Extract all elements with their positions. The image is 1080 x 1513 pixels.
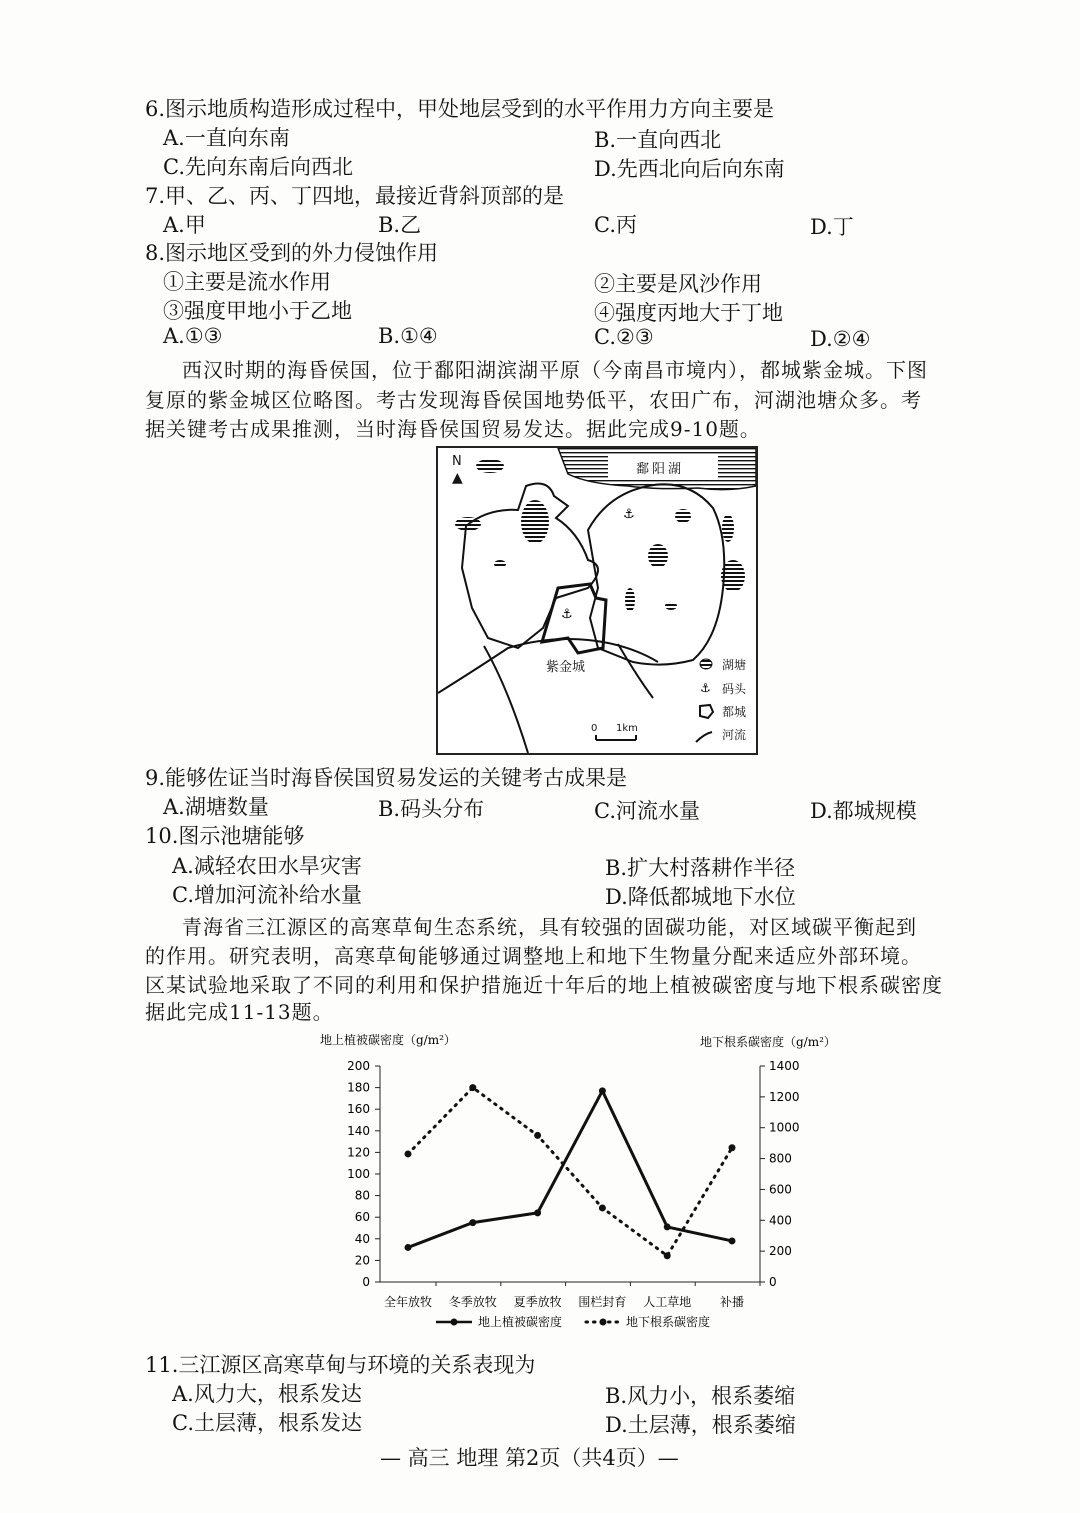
q11-option-c: C.土层薄，根系发达 <box>172 1411 362 1435</box>
q10-option-a: A.减轻农田水旱灾害 <box>172 854 362 878</box>
north-arrow-label: N <box>452 454 462 469</box>
q8-statement-2: ②主要是风沙作用 <box>594 272 762 296</box>
q11-option-d: D.土层薄，根系萎缩 <box>605 1413 796 1437</box>
series-2-point <box>599 1204 606 1211</box>
legend-label-1: 地上植被碳密度 <box>478 1315 563 1329</box>
zijin-city-location-map <box>436 446 758 755</box>
q6-option-b: B.一直向西北 <box>594 128 722 152</box>
lake-label: 鄱阳湖 <box>636 462 685 477</box>
carbon-density-chart <box>300 1024 880 1344</box>
pond-shape <box>625 588 635 612</box>
q8-option-c: C.②③ <box>594 325 654 349</box>
x-category-label: 全年放牧 <box>383 1295 433 1309</box>
q11-option-b: B.风力小，根系萎缩 <box>605 1384 796 1408</box>
legend-dock-label: 码头 <box>722 682 747 696</box>
left-tick-label: 40 <box>354 1231 370 1246</box>
legend-capital-icon <box>700 705 713 718</box>
x-category-label: 冬季放牧 <box>448 1295 497 1309</box>
right-tick-label: 1200 <box>769 1089 800 1104</box>
q9-option-c: C.河流水量 <box>594 799 700 823</box>
q6-option-a: A.一直向东南 <box>163 126 290 150</box>
x-category-label: 补播 <box>719 1295 745 1309</box>
q9-option-d: D.都城规模 <box>810 799 917 823</box>
legend-label-2: 地下根系碳密度 <box>626 1315 711 1329</box>
city-label: 紫金城 <box>546 660 586 675</box>
series-line-1 <box>408 1091 732 1248</box>
series-2-point <box>405 1150 412 1157</box>
pond-shape <box>675 509 691 523</box>
q7-stem: 7.甲、乙、丙、丁四地，最接近背斜顶部的是 <box>145 184 565 208</box>
legend-solid-marker <box>451 1319 458 1326</box>
q8-option-a: A.①③ <box>163 324 223 348</box>
q7-option-a: A.甲 <box>163 213 206 237</box>
series-1-point <box>599 1087 606 1094</box>
pond-shape <box>665 602 677 610</box>
left-tick-label: 200 <box>347 1059 370 1073</box>
pond-shape <box>722 514 734 542</box>
page-footer: — 高三 地理 第2页（共4页）— <box>380 1446 679 1470</box>
left-axis-title: 地上植被碳密度（g/m²） <box>320 1033 456 1047</box>
passage1-line1: 西汉时期的海昏侯国，位于鄱阳湖滨湖平原（今南昌市境内），都城紫金城。下图 <box>182 358 928 382</box>
pond-shape <box>721 560 745 592</box>
passage2-line2: 的作用。研究表明，高寒草甸能够通过调整地上和地下生物量分配来适应外部环境。 <box>145 944 922 968</box>
q10-stem: 10.图示池塘能够 <box>145 824 305 848</box>
left-tick-label: 0 <box>362 1275 370 1289</box>
q8-option-b: B.①④ <box>378 324 438 348</box>
q7-option-d: D.丁 <box>810 215 854 239</box>
east-land-outline <box>588 484 724 664</box>
left-tick-label: 120 <box>347 1145 370 1160</box>
right-tick-label: 1400 <box>769 1059 800 1073</box>
series-2-point <box>664 1252 671 1259</box>
right-tick-label: 600 <box>769 1182 792 1197</box>
left-tick-label: 20 <box>354 1253 370 1268</box>
dock-anchor-icon: ⚓ <box>561 607 573 622</box>
legend-river-label: 河流 <box>722 728 747 742</box>
map-drawing <box>438 448 756 753</box>
passage1-line2: 复原的紫金城区位略图。考古发现海昏侯国地势低平，农田广布，河湖池塘众多。考 <box>145 388 922 412</box>
q7-option-c: C.丙 <box>594 213 637 237</box>
pond-shape <box>455 517 481 531</box>
right-tick-label: 0 <box>769 1275 777 1289</box>
series-1-point <box>469 1219 476 1226</box>
legend-dotted-marker <box>600 1319 607 1326</box>
series-1-point <box>664 1223 671 1230</box>
q9-stem: 9.能够佐证当时海昏侯国贸易发运的关键考古成果是 <box>145 766 628 790</box>
x-category-label: 围栏封育 <box>578 1295 627 1309</box>
series-1-point <box>405 1244 412 1251</box>
series-2-point <box>469 1084 476 1091</box>
pond-shape <box>494 560 506 568</box>
series-2-point <box>729 1144 736 1151</box>
q8-option-d: D.②④ <box>810 327 871 351</box>
scale-zero: 0 <box>591 723 598 734</box>
right-axis-title: 地下根系碳密度（g/m²） <box>700 1035 836 1049</box>
q10-option-d: D.降低都城地下水位 <box>605 885 796 909</box>
x-category-label: 夏季放牧 <box>513 1295 562 1309</box>
legend-pond-icon <box>700 659 712 669</box>
pond-shape <box>521 500 549 544</box>
pond-shape <box>476 459 504 473</box>
river-line <box>484 646 528 753</box>
passage1-line3: 据关键考古成果推测，当时海昏侯国贸易发达。据此完成9-10题。 <box>145 417 761 441</box>
left-tick-label: 140 <box>347 1123 370 1138</box>
right-tick-label: 800 <box>769 1151 792 1166</box>
x-category-label: 人工草地 <box>643 1295 692 1309</box>
right-tick-label: 200 <box>769 1244 792 1259</box>
passage2-line1: 青海省三江源区的高寒草甸生态系统，具有较强的固碳功能，对区域碳平衡起到 <box>182 915 917 939</box>
legend-pond-label: 湖塘 <box>722 658 747 672</box>
q11-stem: 11.三江源区高寒草甸与环境的关系表现为 <box>145 1353 536 1377</box>
q8-statement-4: ④强度丙地大于丁地 <box>594 301 783 325</box>
q8-stem: 8.图示地区受到的外力侵蚀作用 <box>145 241 439 265</box>
q8-statement-1: ①主要是流水作用 <box>163 270 331 294</box>
right-tick-label: 1000 <box>769 1120 800 1135</box>
left-tick-label: 160 <box>347 1102 370 1117</box>
dock-anchor-icon: ⚓ <box>623 507 635 522</box>
left-tick-label: 180 <box>347 1080 370 1095</box>
series-1-point <box>534 1209 541 1216</box>
pond-shape <box>648 544 668 568</box>
right-tick-label: 400 <box>769 1213 792 1228</box>
series-2-point <box>534 1132 541 1139</box>
q11-option-a: A.风力大，根系发达 <box>172 1382 362 1406</box>
q6-stem: 6.图示地质构造形成过程中，甲处地层受到的水平作用力方向主要是 <box>145 97 775 121</box>
left-tick-label: 100 <box>347 1167 370 1181</box>
legend-dock-icon: ⚓ <box>700 681 711 695</box>
series-1-point <box>729 1237 736 1244</box>
chart-svg <box>300 1024 880 1344</box>
river-line <box>618 644 653 698</box>
legend-capital-label: 都城 <box>722 705 747 719</box>
q10-option-b: B.扩大村落耕作半径 <box>605 856 796 880</box>
north-arrow-icon: ▲ <box>452 470 463 486</box>
q10-option-c: C.增加河流补给水量 <box>172 883 362 907</box>
q9-option-b: B.码头分布 <box>378 797 485 821</box>
passage2-line3: 区某试验地采取了不同的利用和保护措施近十年后的地上植被碳密度与地下根系碳密度 <box>145 973 943 997</box>
q9-option-a: A.湖塘数量 <box>163 795 269 819</box>
q6-option-d: D.先西北向后向东南 <box>594 157 785 181</box>
left-tick-label: 60 <box>354 1210 370 1225</box>
legend-river-icon <box>696 732 712 742</box>
q8-statement-3: ③强度甲地小于乙地 <box>163 299 352 323</box>
left-tick-label: 80 <box>354 1188 370 1203</box>
scale-label: 1km <box>616 723 638 734</box>
q6-option-c: C.先向东南后向西北 <box>163 155 353 179</box>
q7-option-b: B.乙 <box>378 213 422 237</box>
passage2-line4: 据此完成11-13题。 <box>145 1000 334 1024</box>
